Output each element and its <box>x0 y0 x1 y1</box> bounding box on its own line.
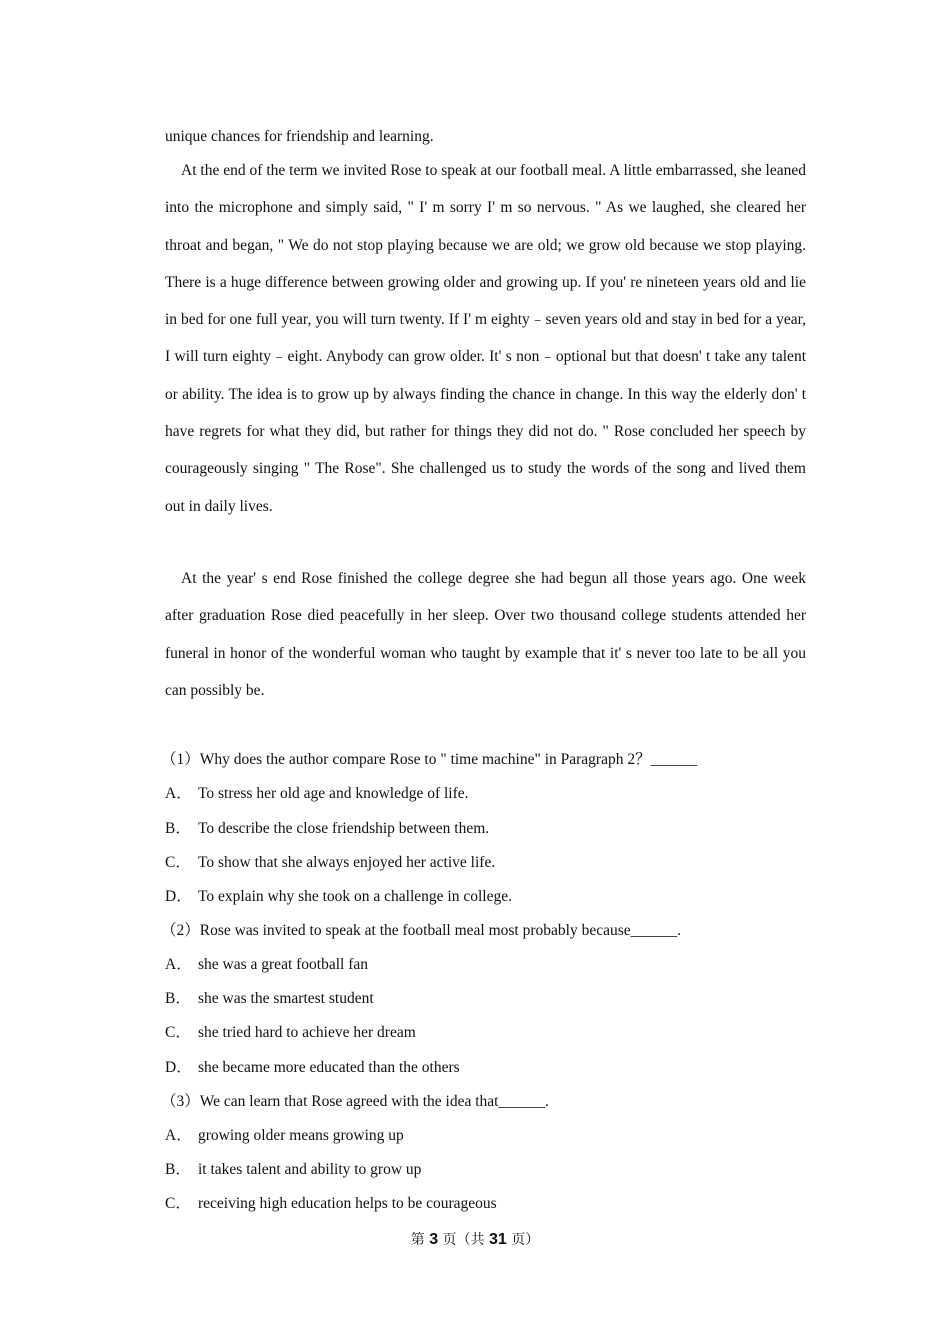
current-page-number: 3 <box>429 1231 439 1248</box>
passage-paragraph-1: At the end of the term we invited Rose to speak at our football meal. A little embarrassed, she leaned into the microphone and simply said, " I' m sorry I' m so nervous. " As we laughed, she cleared her throat and began, " We do not stop playing because we are old; we grow old because we stop playing. There is a huge difference between growing older and growing up. If you' re nineteen years old and lie in bed for one full year, you will turn twenty. If I' m eighty﹣seven years old and stay in bed for a year, I will turn eighty﹣eight. Anybody can grow older. It' s non﹣optional but that doesn' t take any talent or ability. The idea is to grow up by always finding the chance in change. In this way the elderly don' t have regrets for what they did, but rather for things they did not do. " Rose concluded her speech by courageously singing " The Rose". She challenged us to study the words of the song and lived them out in daily lives. <box>165 162 806 515</box>
footer-middle: 页（共 <box>438 1232 489 1248</box>
option-1a: A． To stress her old age and knowledge of life. <box>165 785 469 802</box>
option-3c: C． receiving high education helps to be courageous <box>165 1195 497 1212</box>
footer-suffix: 页） <box>506 1232 540 1248</box>
option-1b: B． To describe the close friendship between them. <box>165 820 490 837</box>
question-stem-2: （2）Rose was invited to speak at the football meal most probably because______. <box>161 922 681 939</box>
footer-prefix: 第 <box>410 1232 430 1248</box>
option-1c: C． To show that she always enjoyed her active life. <box>165 854 496 871</box>
option-2a: A． she was a great football fan <box>165 956 369 973</box>
option-2c: C． she tried hard to achieve her dream <box>165 1024 416 1041</box>
question-stem-3: （3）We can learn that Rose agreed with the idea that______. <box>161 1093 549 1110</box>
option-3b: B． it takes talent and ability to grow up <box>165 1161 422 1178</box>
total-page-count: 31 <box>489 1231 507 1248</box>
question-stem-1: （1）Why does the author compare Rose to " time machine" in Paragraph 2？______ <box>161 751 698 768</box>
passage-paragraph-0: unique chances for friendship and learning. <box>165 128 434 145</box>
option-3a: A． growing older means growing up <box>165 1127 404 1144</box>
page-footer <box>0 1229 950 1249</box>
option-2d: D． she became more educated than the others <box>165 1059 460 1076</box>
passage-paragraph-2: At the year' s end Rose finished the college degree she had begun all those years ago. One week after graduation Rose died peacefully in her sleep. Over two thousand college students attended her funeral in honor of the wonderful woman who taught by example that it' s never too late to be all you can possibly be. <box>165 570 806 699</box>
option-2b: B． she was the smartest student <box>165 990 374 1007</box>
option-1d: D． To explain why she took on a challenge in college. <box>165 888 512 905</box>
